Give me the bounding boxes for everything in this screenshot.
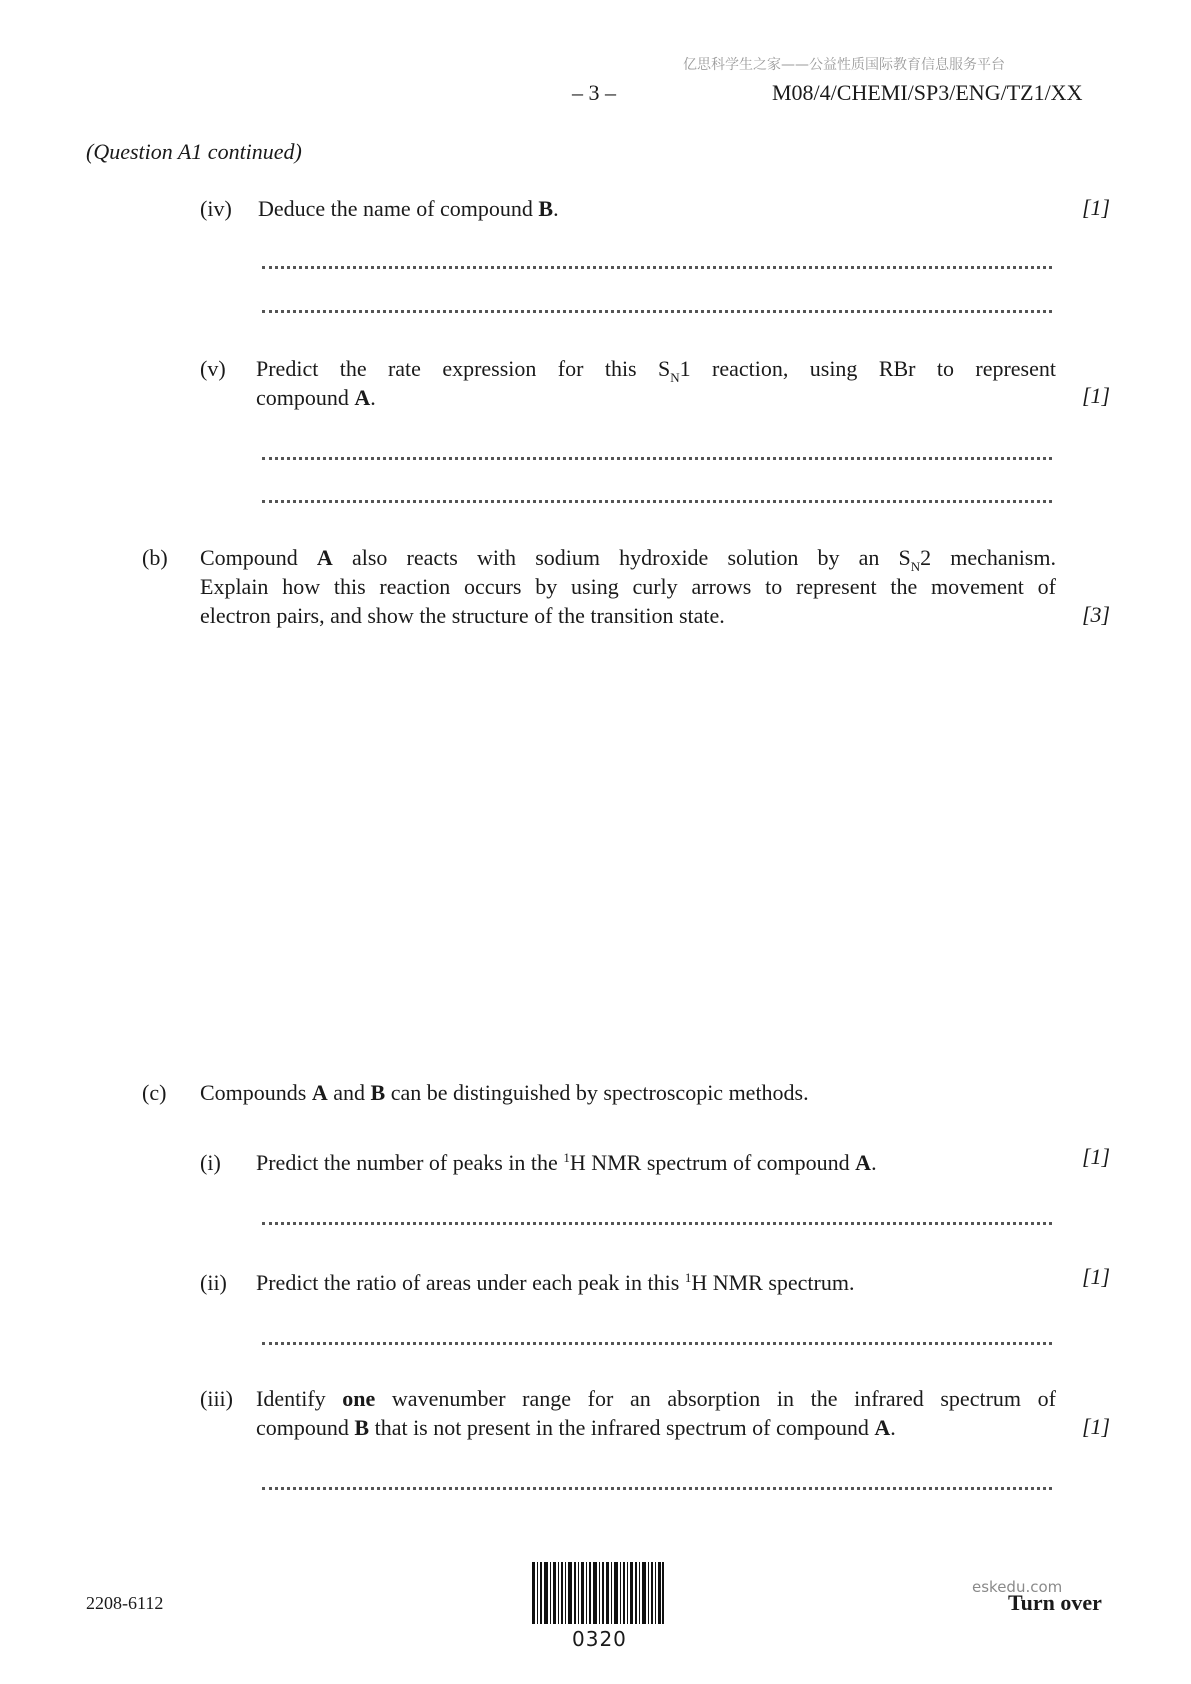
marks-c-i: [1] — [1082, 1144, 1111, 1169]
part-b-number: (b) — [142, 545, 168, 570]
item-number-v: (v) — [200, 356, 226, 381]
answer-line[interactable] — [262, 310, 1052, 313]
question-a-v-line2: compound A. — [256, 385, 376, 410]
marks-c-iii: [1] — [1082, 1414, 1111, 1439]
item-number-c-ii: (ii) — [200, 1270, 227, 1295]
marks-a-iv: [1] — [1082, 195, 1111, 220]
answer-line[interactable] — [262, 500, 1052, 503]
item-number-c-iii: (iii) — [200, 1386, 233, 1411]
answer-line[interactable] — [262, 1342, 1052, 1345]
answer-line[interactable] — [262, 266, 1052, 269]
barcode-number: 0320 — [572, 1627, 627, 1651]
footer-code: 2208-6112 — [86, 1593, 164, 1613]
question-continued: (Question A1 continued) — [86, 139, 302, 164]
marks-b: [3] — [1082, 602, 1111, 627]
item-number-iv: (iv) — [200, 196, 232, 221]
question-c-ii-text: Predict the ratio of areas under each peak in this $^1$H NMR spectrum. — [256, 1270, 855, 1295]
answer-line[interactable] — [262, 1222, 1052, 1225]
question-c-iii-line1: Identify one wavenumber range for an absorption in the infrared spectrum of — [256, 1386, 1056, 1411]
question-b-line3: electron pairs, and show the structure of the transition state. — [200, 603, 725, 628]
question-b-line1: Compound A also reacts with sodium hydroxide solution by an $S_N2$ mechanism. — [200, 545, 1056, 574]
part-c-number: (c) — [142, 1080, 167, 1105]
answer-line[interactable] — [262, 1487, 1052, 1490]
question-c-i-text: Predict the number of peaks in the $^1$H NMR spectrum of compound A. — [256, 1150, 877, 1175]
turn-over: Turn over — [1008, 1590, 1102, 1615]
barcode — [532, 1562, 664, 1624]
page-number: – 3 – — [572, 80, 616, 105]
marks-a-v: [1] — [1082, 383, 1111, 408]
question-a-iv-text: Deduce the name of compound B. — [258, 196, 559, 221]
item-number-c-i: (i) — [200, 1150, 221, 1175]
paper-code: M08/4/CHEMI/SP3/ENG/TZ1/XX — [772, 80, 1083, 105]
answer-space-b[interactable] — [200, 640, 1056, 1060]
question-c-iii-line2: compound B that is not present in the infrared spectrum of compound A. — [256, 1415, 896, 1440]
footer-watermark: eskedu.com — [972, 1578, 1063, 1596]
header-watermark: 亿思科学生之家——公益性质国际教育信息服务平台 — [683, 57, 1005, 73]
marks-c-ii: [1] — [1082, 1264, 1111, 1289]
question-a-v-line1: Predict the rate expression for this $S_N1$ reaction, using RBr to represent — [256, 356, 1056, 385]
question-b-line2: Explain how this reaction occurs by using curly arrows to represent the movement of — [200, 574, 1056, 599]
question-c-intro: Compounds A and B can be distinguished by spectroscopic methods. — [200, 1080, 809, 1105]
answer-line[interactable] — [262, 457, 1052, 460]
